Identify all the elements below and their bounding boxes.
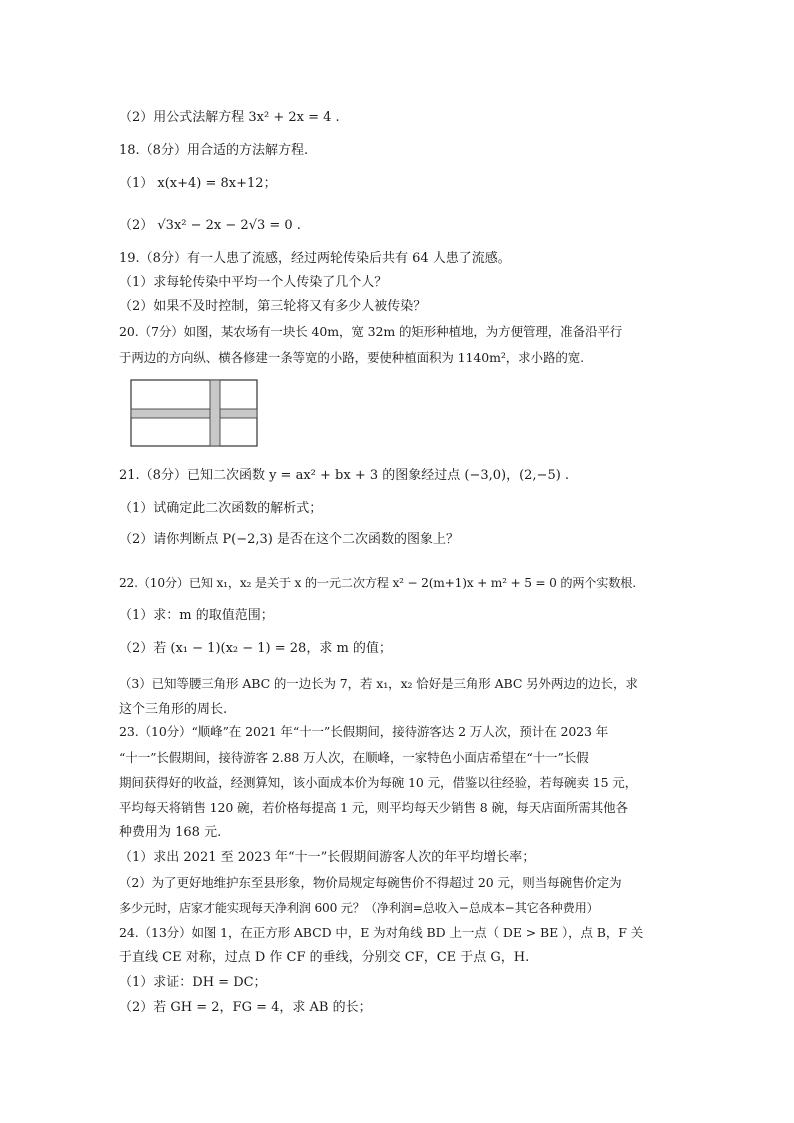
q23-part1: （1）求出 2021 至 2023 年“十一”长假期间游客人次的年平均增长率； — [119, 850, 536, 865]
q20-line1: 20.（7分）如图，某农场有一块长 40m，宽 32m 的矩形种植地，为方便管理，准备沿平行 — [119, 324, 623, 339]
q23-part2-line1: （2）为了更好地维护东至县形象，物价局规定每碗售价不得超过 20 元，则当每碗售价定为 — [119, 875, 622, 890]
q23-line4: 平均每天将销售 120 碗，若价格每提高 1 元，则平均每天少销售 8 碗，每天店面所需其他各 — [119, 800, 628, 815]
q22-part2: （2）若 (x₁ − 1)(x₂ − 1) = 28，求 m 的值； — [119, 641, 392, 656]
q23-line1: 23.（10分）“顺峰”在 2021 年“十一”长假期间，接待游客达 2 万人次，预计在 2023 年 — [119, 724, 609, 739]
q17-part2: （2）用公式法解方程 3x² + 2x = 4 . — [119, 110, 340, 125]
farm-plot-diagram — [130, 379, 258, 447]
path-intersection — [211, 410, 220, 418]
q21-part2: （2）请你判断点 P(−2,3) 是否在这个二次函数的图象上？ — [119, 532, 459, 547]
q23-line3: 期间获得好的收益，经测算知，该小面成本价为每碗 10 元，借鉴以往经验，若每碗卖 15 元， — [119, 775, 638, 790]
q19-part2: （2）如果不及时控制，第三轮将又有多少人被传染？ — [119, 299, 427, 314]
q18-part1: （1） x(x+4) = 8x+12； — [119, 176, 277, 191]
q22-part3-line2: 这个三角形的周长. — [119, 702, 228, 717]
q24-line2: 于直线 CE 对称，过点 D 作 CF 的垂线，分别交 CF，CE 于点 G，H. — [119, 950, 530, 965]
q23-line2: “十一”长假期间，接待游客 2.88 万人次，在顺峰，一家特色小面店希望在“十一”长假 — [119, 750, 589, 765]
q18-part2: （2） √3x² − 2x − 2√3 = 0 . — [119, 218, 301, 233]
q23-part2-line2: 多少元时，店家才能实现每天净利润 600 元？（净利润=总收入−总成本−其它各种费用） — [119, 901, 599, 915]
q23-line5: 种费用为 168 元. — [119, 825, 222, 840]
q24-part1: （1）求证：DH = DC； — [119, 975, 267, 990]
farm-plot-figure — [130, 379, 258, 447]
q18-heading: 18.（8分）用合适的方法解方程. — [119, 143, 309, 158]
horizontal-path — [131, 409, 257, 418]
q22-heading: 22.（10分）已知 x₁，x₂ 是关于 x 的一元二次方程 x² − 2(m+1)x + m² + 5 = 0 的两个实数根. — [119, 576, 636, 590]
q22-part1: （1）求：m 的取值范围； — [119, 608, 274, 623]
q24-part2: （2）若 GH = 2，FG = 4，求 AB 的长； — [119, 1000, 372, 1015]
q20-line2: 于两边的方向纵、横各修建一条等宽的小路，要使种植面积为 1140m²，求小路的宽. — [119, 350, 585, 365]
q19-part1: （1）求每轮传染中平均一个人传染了几个人？ — [119, 275, 388, 290]
q22-part3-line1: （3）已知等腰三角形 ABC 的一边长为 7，若 x₁，x₂ 恰好是三角形 ABC 另外两边的边长，求 — [119, 676, 638, 691]
q19-heading: 19.（8分）有一人患了流感，经过两轮传染后共有 64 人患了流感。 — [119, 251, 511, 266]
q24-line1: 24.（13分）如图 1，在正方形 ABCD 中，E 为对角线 BD 上一点（ DE > BE ），点 B，F 关 — [119, 925, 644, 940]
q21-part1: （1）试确定此二次函数的解析式； — [119, 501, 323, 516]
q21-heading: 21.（8分）已知二次函数 y = ax² + bx + 3 的图象经过点 (−3,0)，(2,−5) . — [119, 468, 570, 483]
